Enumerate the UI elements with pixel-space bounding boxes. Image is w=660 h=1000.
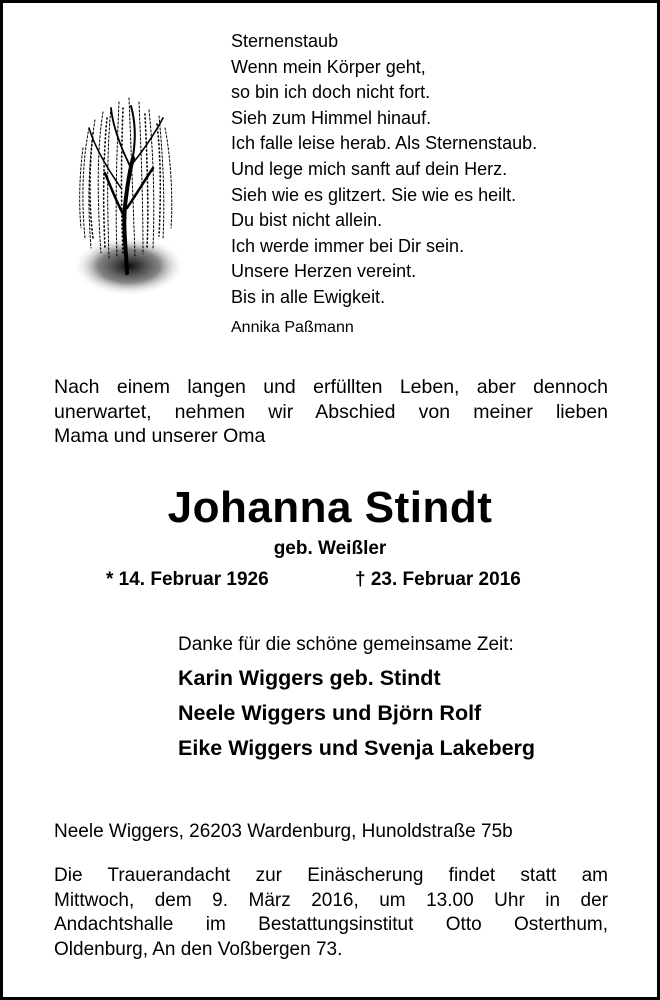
poem-line: Du bist nicht allein. xyxy=(231,210,383,231)
poem-line: Und lege mich sanft auf dein Herz. xyxy=(231,158,508,179)
poem-title: Sternenstaub xyxy=(231,31,339,51)
service-line: Andachtshalle im Bestattungsinstitut Otto Osterthum, xyxy=(54,914,608,935)
weeping-willow-tree-icon xyxy=(71,88,183,303)
mourner-name: Neele Wiggers und Björn Rolf xyxy=(178,701,482,725)
poem-line: Sieh zum Himmel hinauf. xyxy=(231,107,432,128)
maiden-name: geb. Weißler xyxy=(273,538,387,559)
intro-line: unerwartet, nehmen wir Abschied von meiner lieben xyxy=(54,400,608,423)
mourners-list xyxy=(178,661,535,766)
service-line: Die Trauerandacht zur Einäscherung findet statt am xyxy=(54,865,608,886)
service-line: Mittwoch, dem 9. März 2016, um 13.00 Uhr in der xyxy=(54,889,608,911)
deceased-name: Johanna Stindt xyxy=(167,483,493,532)
poem-line: so bin ich doch nicht fort. xyxy=(231,82,431,103)
poem-author: Annika Paßmann xyxy=(231,318,354,336)
intro-text xyxy=(54,375,608,449)
poem-line: Bis in alle Ewigkeit. xyxy=(231,286,386,307)
poem-line: Sieh wie es glitzert. Sie wie es heilt. xyxy=(231,184,517,205)
death-date: † 23. Februar 2016 xyxy=(355,569,521,590)
poem-line: Wenn mein Körper geht, xyxy=(231,56,426,77)
service-info xyxy=(54,864,608,962)
poem-line: Ich falle leise herab. Als Sternenstaub. xyxy=(231,133,538,154)
contact-address: Neele Wiggers, 26203 Wardenburg, Hunoldstraße 75b xyxy=(54,821,513,842)
intro-line: Nach einem langen und erfüllten Leben, aber dennoch xyxy=(54,376,608,398)
life-dates xyxy=(3,568,657,594)
service-line: Oldenburg, An den Voßbergen 73. xyxy=(54,938,343,960)
poem xyxy=(231,29,631,339)
mourner-name: Eike Wiggers und Svenja Lakeberg xyxy=(178,736,536,760)
poem-line: Unsere Herzen vereint. xyxy=(231,261,417,282)
thanks-text: Danke für die schöne gemeinsame Zeit: xyxy=(178,634,514,655)
mourner-name: Karin Wiggers geb. Stindt xyxy=(178,666,441,690)
poem-line: Ich werde immer bei Dir sein. xyxy=(231,235,465,256)
intro-line: Mama und unserer Oma xyxy=(54,425,266,447)
birth-date: * 14. Februar 1926 xyxy=(106,569,269,590)
